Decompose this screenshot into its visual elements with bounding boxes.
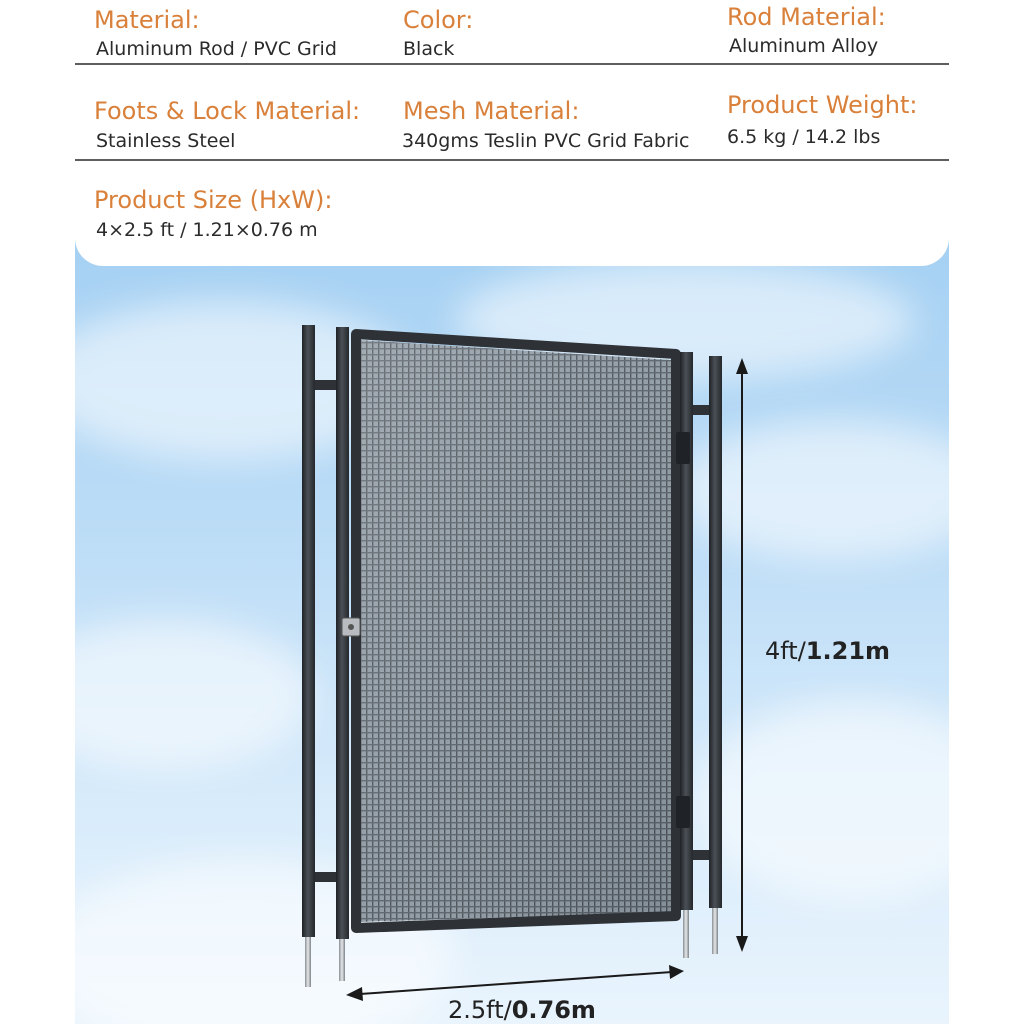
spec-label-rod-material: Rod Material:: [727, 3, 886, 31]
spec-label-material: Material:: [94, 6, 200, 34]
spec-value-color: Black: [403, 38, 455, 60]
height-metric: 1.21m: [805, 637, 891, 665]
mesh-panel: [360, 340, 672, 922]
spec-value-product-weight: 6.5 kg / 14.2 lbs: [727, 126, 881, 148]
spec-value-mesh-material: 340gms Teslin PVC Grid Fabric: [402, 130, 690, 152]
width-dimension-label: [448, 996, 596, 1024]
width-metric: 0.76m: [511, 996, 596, 1024]
spec-label-product-size: Product Size (HxW):: [94, 186, 333, 214]
height-imperial: 4ft/: [765, 637, 806, 665]
spec-value-rod-material: Aluminum Alloy: [729, 35, 879, 57]
spec-label-product-weight: Product Weight:: [727, 91, 918, 119]
width-imperial: 2.5ft/: [448, 996, 512, 1024]
spec-value-product-size: 4×2.5 ft / 1.21×0.76 m: [96, 219, 318, 241]
gate-latch-icon: [342, 618, 360, 636]
height-dimension-arrow: [736, 358, 748, 952]
spec-value-material: Aluminum Rod / PVC Grid: [96, 38, 337, 60]
spec-label-color: Color:: [403, 6, 474, 34]
spec-value-foots-lock: Stainless Steel: [96, 130, 236, 152]
height-dimension-label: [765, 637, 890, 665]
left-outer-pole: [302, 325, 339, 987]
spec-label-mesh-material: Mesh Material:: [403, 97, 580, 125]
left-inner-pole: [336, 327, 349, 981]
spec-label-foots-lock: Foots & Lock Material:: [94, 97, 361, 125]
right-outer-pole: [693, 356, 722, 954]
